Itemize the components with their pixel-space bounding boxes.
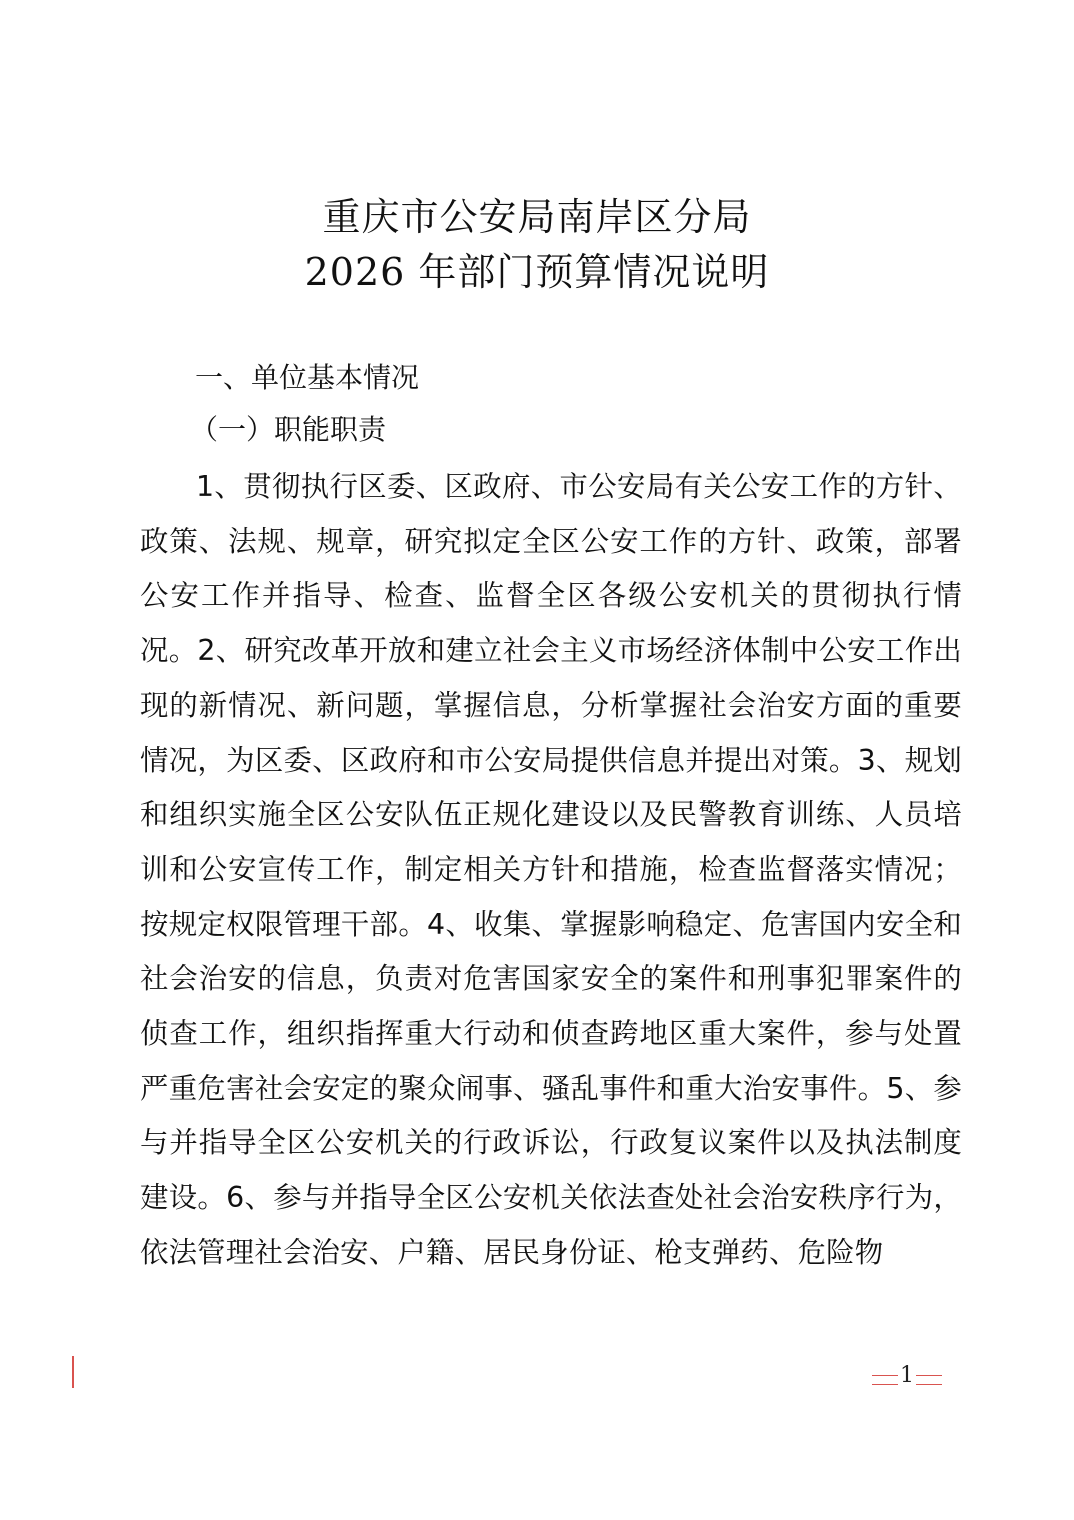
subsection-heading: （一）职能职责 — [190, 413, 387, 446]
document-title-line1: 重庆市公安局南岸区分局 — [322, 195, 752, 239]
body-paragraph: 1、贯彻执行区委、区政府、市公安局有关公安工作的方针、政策、法规、规章，研究拟定全区公安工作的方针、政策，部署公安工作并指导、检查、监督全区各级公安机关的贯彻执行情况。2、研究改革开放和建立社会主义市场经济体制中公安工作出现的新情况、新问题，掌握信息，分析掌握社会治安方面的重要情况，为区委、区政府和市公安局提供信息并提出对策。3、规划和组织实施全区公安队伍正规化建设以及民警教育训练、人员培训和公安宣传工作，制定相关方针和措施，检查监督落实情况；按规定权限管理干部。4、收集、掌握影响稳定、危害国内安全和社会治安的信息，负责对危害国家安全的案件和刑事犯罪案件的侦查工作，组织指挥重大行动和侦查跨地区重大案件，参与处置严重危害社会安定的聚众闹事、骚乱事件和重大治安事件。5、参与并指导全区公安机关的行政诉讼，行政复议案件以及执法制度建设。6、参与并指导全区公安机关依法查处社会治安秩序行为，依法管理社会治安、户籍、居民身份证、枪支弹药、危险物 — [140, 470, 962, 1269]
page-number-value: 1 — [900, 1362, 914, 1388]
margin-mark — [72, 1356, 74, 1388]
section-heading: 一、单位基本情况 — [195, 361, 420, 394]
document-title-line2: 2026 年部门预算情况说明 — [304, 250, 770, 294]
page-number-right-dash — [916, 1375, 942, 1385]
page-number — [872, 1360, 942, 1390]
page-number-left-dash — [872, 1375, 898, 1385]
